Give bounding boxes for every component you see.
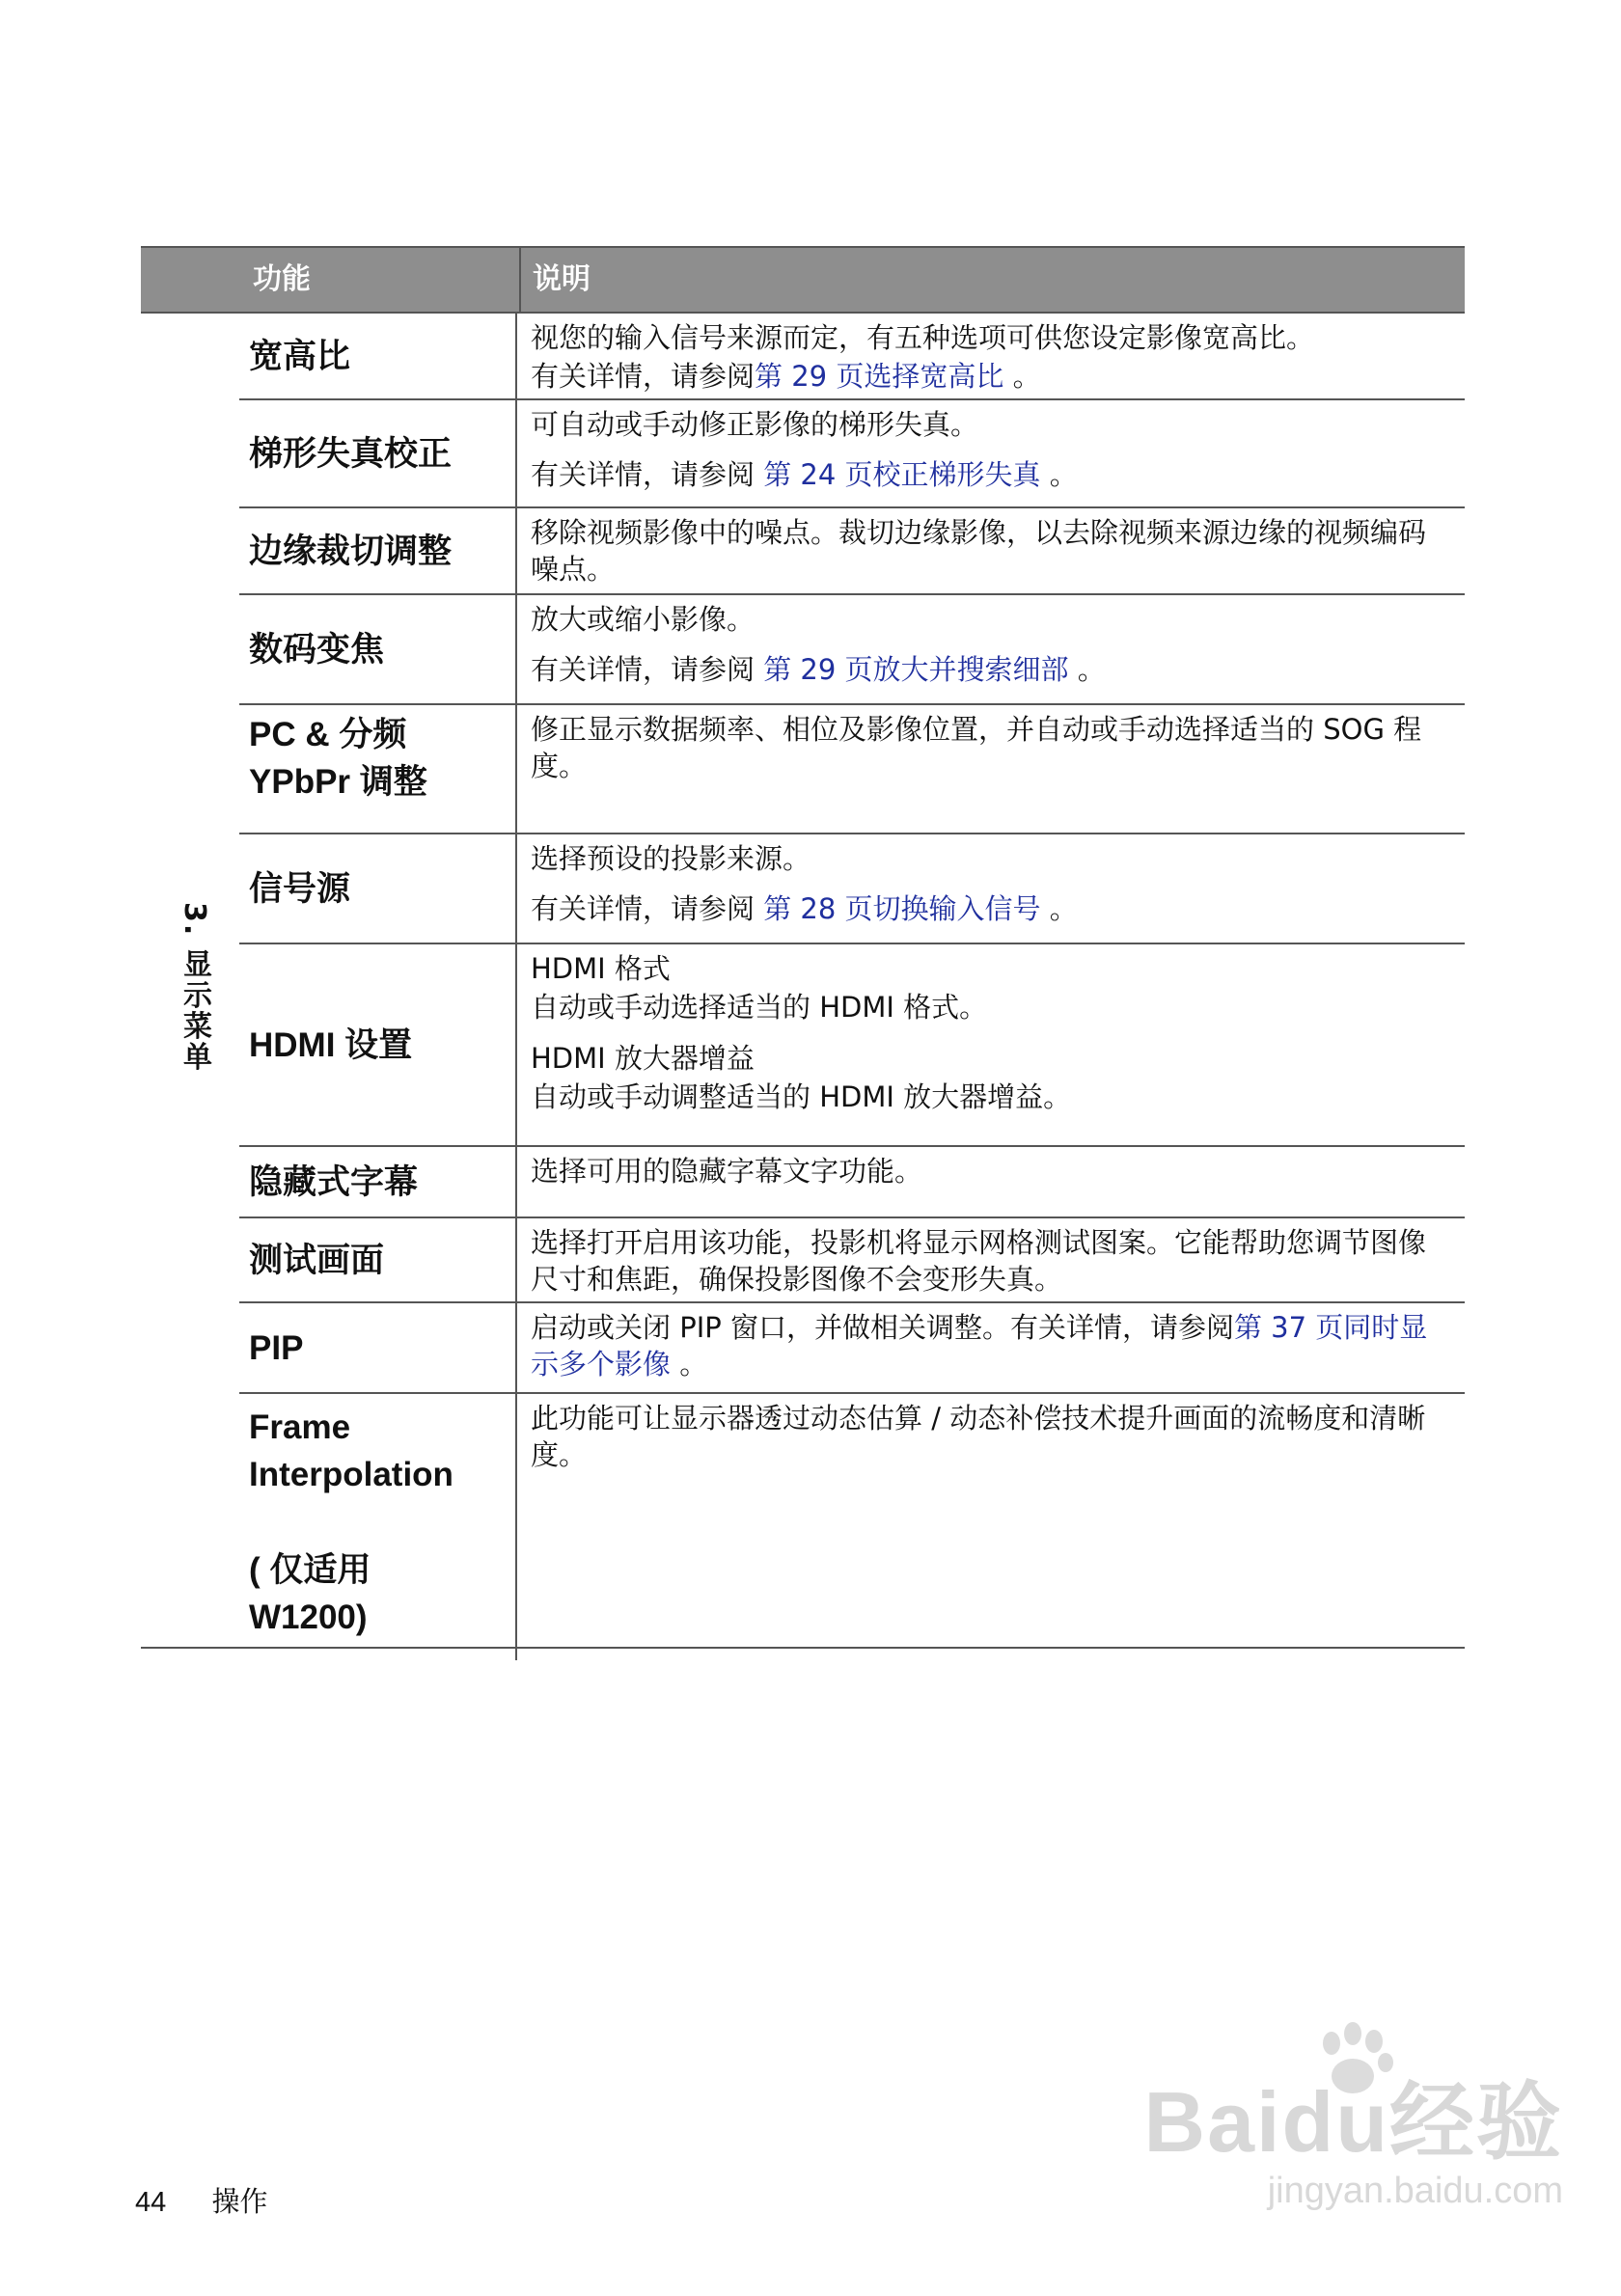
row-function: PIP (239, 1303, 517, 1392)
desc-line: HDMI 格式 (531, 952, 671, 985)
table-row (239, 944, 1465, 1147)
row-function: 测试画面 (239, 1218, 517, 1301)
watermark-brand: Baidu经验 (1143, 2074, 1563, 2170)
watermark-url: jingyan.baidu.com (1267, 2171, 1563, 2211)
desc-line: 有关详情，请参阅第 29 页选择宽高比 。 (531, 360, 1041, 394)
row-function: 数码变焦 (239, 595, 517, 703)
table-header (141, 246, 1465, 314)
page-link[interactable]: 第 28 页切换输入信号 (763, 892, 1041, 926)
header-description: 说明 (533, 262, 591, 296)
row-description (517, 944, 1465, 1145)
desc-line: HDMI 放大器增益 (531, 1041, 755, 1075)
row-description (517, 1394, 1465, 1660)
row-function: 梯形失真校正 (239, 400, 517, 506)
table-row (239, 314, 1465, 400)
desc-line: 视您的输入信号来源而定，有五种选项可供您设定影像宽高比。 (531, 321, 1315, 354)
desc-line: 选择可用的隐藏字幕文字功能。 (531, 1155, 923, 1188)
row-function: 宽高比 (239, 314, 517, 398)
table-row (239, 508, 1465, 595)
desc-line: 选择打开启用该功能，投影机将显示网格测试图案。它能帮助您调节图像尺寸和焦距，确保投影图像不会变形失真。 (531, 1226, 1427, 1297)
desc-line: 选择预设的投影来源。 (531, 842, 811, 875)
header-function: 功能 (253, 262, 311, 296)
row-function: 隐藏式字幕 (239, 1147, 517, 1216)
page-link[interactable]: 第 29 页放大并搜索细部 (763, 653, 1069, 687)
desc-line: 有关详情，请参阅 第 29 页放大并搜索细部 。 (531, 653, 1106, 687)
table-row (239, 595, 1465, 705)
desc-line: 修正显示数据频率、相位及影像位置，并自动或手动选择适当的 SOG 程度。 (531, 713, 1422, 783)
row-function: HDMI 设置 (239, 944, 517, 1145)
desc-line: 移除视频影像中的噪点。裁切边缘影像，以去除视频来源边缘的视频编码噪点。 (531, 516, 1427, 587)
row-function: PC & 分频 YPbPr 调整 (239, 705, 517, 833)
table-row (239, 1147, 1465, 1218)
row-function: 边缘裁切调整 (239, 508, 517, 593)
page-link[interactable]: 第 37 页同时显示多个影像 (531, 1311, 1428, 1381)
page-footer (135, 2180, 268, 2220)
desc-line: 放大或缩小影像。 (531, 603, 756, 636)
table-bottom-rule (141, 1647, 1465, 1649)
row-description (517, 1218, 1465, 1301)
row-description (517, 834, 1465, 943)
table-row (239, 400, 1465, 508)
row-function: Frame Interpolation ( 仅适用 W1200) (239, 1394, 517, 1660)
desc-line: 自动或手动调整适当的 HDMI 放大器增益。 (531, 1080, 1072, 1113)
desc-line: 有关详情，请参阅 第 28 页切换输入信号 。 (531, 892, 1078, 926)
table-row (239, 705, 1465, 834)
page-number: 44 (135, 2187, 167, 2218)
table-body (141, 314, 1465, 1660)
row-description (517, 1147, 1465, 1216)
table-row (239, 1394, 1465, 1660)
row-description (517, 508, 1465, 593)
watermark (1144, 2055, 1563, 2212)
desc-line: 此功能可让显示器透过动态估算 / 动态补偿技术提升画面的流畅度和清晰度。 (531, 1402, 1426, 1472)
row-description (517, 400, 1465, 506)
row-description (517, 314, 1465, 398)
row-description (517, 595, 1465, 703)
page-link[interactable]: 第 24 页校正梯形失真 (763, 458, 1041, 492)
function-table (141, 246, 1465, 1660)
desc-line: 有关详情，请参阅 第 24 页校正梯形失真 。 (531, 458, 1078, 492)
table-row (239, 1218, 1465, 1303)
desc-line: 可自动或手动修正影像的梯形失真。 (531, 408, 979, 441)
desc-line: 启动或关闭 PIP 窗口，并做相关调整。有关详情，请参阅第 37 页同时显示多个影像 。 (531, 1311, 1428, 1381)
section-name: 操作 (211, 2185, 268, 2218)
desc-line: 自动或手动选择适当的 HDMI 格式。 (531, 991, 988, 1025)
side-section-label-text: 3. 显示菜单 (178, 901, 211, 1073)
row-function: 信号源 (239, 834, 517, 943)
table-row (239, 834, 1465, 944)
side-section-label (141, 314, 247, 1660)
row-description (517, 705, 1465, 833)
table-row (239, 1303, 1465, 1394)
page-link[interactable]: 第 29 页选择宽高比 (755, 360, 1004, 394)
row-description (517, 1303, 1465, 1392)
